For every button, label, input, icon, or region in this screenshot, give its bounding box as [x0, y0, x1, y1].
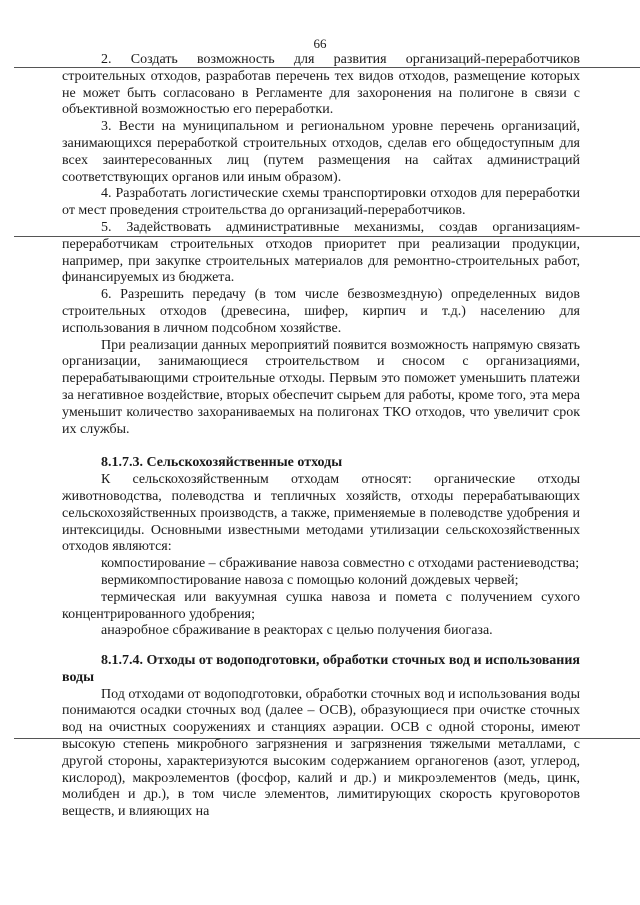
- agri-method-item: вермикомпостирование навоза с помощью колоний дождевых червей;: [101, 572, 519, 588]
- document-body: [62, 52, 580, 821]
- section-heading-water: 8.1.7.4. Отходы от водоподготовки, обработки сточных вод и использования воды: [62, 653, 580, 685]
- section-heading-agri: 8.1.7.3. Сельскохозяйственные отходы: [101, 455, 343, 471]
- agri-method-item: анаэробное сбраживание в реакторах с целью получения биогаза.: [101, 623, 493, 639]
- water-paragraph: Под отходами от водоподготовки, обработки сточных вод и использования воды понимаются осадки сточных вод (далее – ОСВ), образующиеся при очистке сточных вод на очистных сооружениях и станциях аэрации. ОСВ с одной стороны, имеют высокую степень микробного загрязнения и загрязнения тяжелыми металлами, с другой стороны, характеризуются высоким содержанием органогенов (азот, углерод, кислород), макроэлементов (фосфор, калий и др.) и микроэлементов (медь, цинк, молибден и др.), в том числе элементов, лимитирующих скорость круговоротов веществ, и влияющих на: [62, 686, 580, 820]
- list-item-2: 2. Создать возможность для развития организаций-переработчиков строительных отходов, разработав перечень тех видов отходов, размещение которых не может быть согласовано в Регламенте для захоронения на полигоне в связи с объективной возможностью его переработки.: [62, 52, 580, 118]
- page-number: 66: [313, 36, 327, 51]
- agri-method-item: термическая или вакуумная сушка навоза и помета с получением сухого концентрированного удобрения;: [62, 589, 580, 622]
- list-item-6: 6. Разрешить передачу (в том числе безвозмездную) определенных видов строительных отходов (древесина, шифер, кирпич и т.д.) населению для использования в личном подсобном хозяйстве.: [62, 287, 580, 336]
- agri-intro-paragraph: К сельскохозяйственным отходам относят: органические отходы животноводства, полеводства и тепличных хозяйств, отходы перерабатывающих сельскохозяйственных производств, а также, применяемые в полеводстве удобрения и интексициды. Основными известными методами утилизации сельскохозяйственных отходов являются:: [62, 472, 580, 555]
- list-item-4: 4. Разработать логистические схемы транспортировки отходов для переработки от мест проведения строительства до организаций-переработчиков.: [62, 186, 580, 219]
- list-item-5: 5. Задействовать административные механизмы, создав организациям-переработчикам строительных отходов приоритет при реализации продукции, например, при закупке строительных материалов для ремонтно-строительных работ, финансируемых из бюджета.: [62, 219, 580, 286]
- list-item-3: 3. Вести на муниципальном и региональном уровне перечень организаций, занимающихся переработкой строительных отходов, сделав его общедоступным для всех заинтересованных лиц (путем размещения на сайтах администраций соответствующих органов или иным образом).: [62, 119, 580, 185]
- agri-method-item: компостирование – сбраживание навоза совместно с отходами растениеводства;: [101, 556, 580, 572]
- summary-paragraph: При реализации данных мероприятий появится возможность напрямую связать организации, занимающиеся строительством и сносом с организациями, перерабатывающими строительные отходы. Первым это поможет уменьшить платежи за негативное воздействие, вторых обеспечит сырьем для работы, кроме того, эта мера уменьшит количество захораниваемых на полигонах ТКО отходов, что увеличит срок их службы.: [62, 337, 580, 437]
